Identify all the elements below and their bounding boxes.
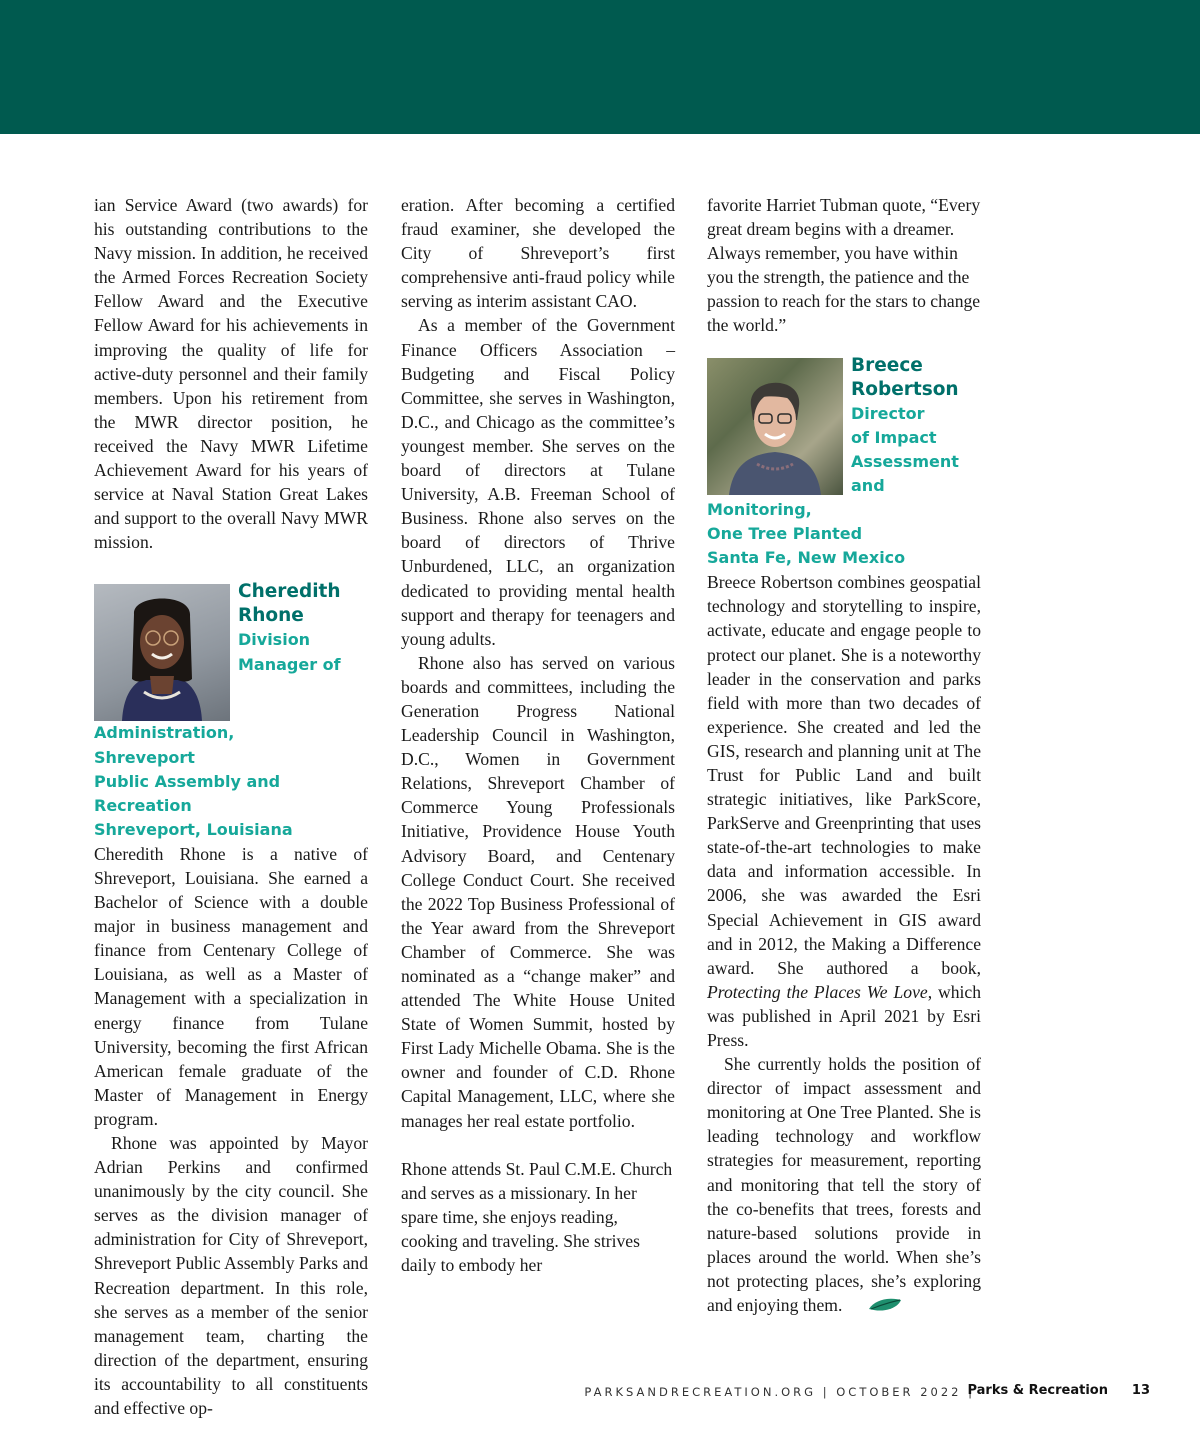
rhone-photo xyxy=(94,584,230,721)
book-title: Protecting the Places We Love xyxy=(707,981,928,1002)
profile-breece-robertson xyxy=(707,354,981,571)
profile-role: Administration, xyxy=(94,723,235,743)
profile-role: and Monitoring, xyxy=(707,475,885,519)
paragraph xyxy=(707,1052,981,1319)
profile-role: Public Assembly and Recreation xyxy=(94,771,281,815)
column-1 xyxy=(94,193,368,1420)
profile-name: Rhone xyxy=(238,605,304,627)
profile-cheredith-rhone xyxy=(94,580,368,841)
footer-site: PARKSANDRECREATION.ORG | OCTOBER 2022 | xyxy=(584,1385,975,1399)
paragraph: Rhone was appointed by Mayor Adrian Perkins and confirmed unanimously by the city council. She serves as the division manager of administration for City of Shreveport, Shreveport Public Assembly Parks and Recreation department. In this role, she serves as a member of the senior management team, charting the direction of the department, ensuring its accountability to all constituents and effective op- xyxy=(94,1133,368,1419)
header-band xyxy=(0,0,1200,134)
profile-organization: One Tree Planted xyxy=(707,524,863,544)
profile-name: Cheredith xyxy=(238,581,341,603)
profile-name: Robertson xyxy=(851,378,959,400)
text-run: Breece Robertson combines geospatial technology and storytelling to inspire, activate, educate and engage people to protect our planet. She is a noteworthy leader in the conservation and parks field with more than two decades of experience. She created and led the GIS, research and planning unit at The Trust for Public Land and built strategic initiatives, like ParkScore, ParkServe and Greenprinting that uses state-of-the-art technologies to make data and information accessible. In 2006, she was awarded the Esri Special Achievement in GIS award and in 2012, the Making a Difference award. She authored a book, xyxy=(707,572,981,978)
paragraph: As a member of the Government Finance Officers Association – Budgeting and Fiscal Policy Committee, she serves in Washington, D.C., and Chicago as the committee’s youngest member. She serves on the board of directors at Tulane University, A.B. Freeman School of Business. Rhone also serves on the board of directors of Thrive Unburdened, LLC, an organization dedicated to providing mental health support and therapy for teenagers and young adults. xyxy=(401,315,675,649)
page-footer xyxy=(0,1383,1200,1403)
text-run: She currently holds the position of director of impact assessment and monitoring at One Tree Planted. She is leading technology and workflow strategies for measurement, reporting and monitoring that tell the story of the co-benefits that trees, forests and nature-based solutions provide in places around the world. When she’s not protecting places, she’s exploring and enjoying them. xyxy=(707,1054,981,1316)
column-3 xyxy=(707,193,981,1319)
paragraph: Rhone also has served on various boards and committees, including the Generation Progress National Leadership Council in Washington, D.C., Women in Government Relations, Shreveport Chamber of Commerce Young Professionals Initiative, Providence House Youth Advisory Board, and Centenary College Conduct Court. She received the 2022 Top Business Professional of the Year award from the Shreveport Chamber of Commerce. She was nominated as a “change maker” and attended The White House United State of Women Summit, hosted by First Lady Michelle Obama. She is the owner and founder of C.D. Rhone Capital Management, LLC, where she manages her real estate portfolio. xyxy=(401,652,675,1131)
profile-role: Director xyxy=(851,403,925,423)
profile-role: of Impact xyxy=(851,427,937,447)
profile-role: Manager of xyxy=(238,654,341,674)
paragraph: eration. After becoming a certified fraud examiner, she developed the City of Shreveport’s first comprehensive anti-fraud policy while serving as interim assistant CAO. xyxy=(401,195,675,312)
profile-location: Shreveport, Louisiana xyxy=(94,819,293,839)
profile-location: Santa Fe, New Mexico xyxy=(707,548,906,568)
profile-role: Shreveport xyxy=(94,747,195,767)
paragraph: favorite Harriet Tubman quote, “Every great dream begins with a dreamer. Always remember, you have within you the strength, the patience and the passion to reach for the stars to change the world.” xyxy=(707,195,981,336)
profile-name: Breece xyxy=(851,354,923,376)
profile-role: Assessment xyxy=(851,451,959,471)
profile-role: Division xyxy=(238,630,311,650)
text-run: , which was published in April 2021 by Esri Press. xyxy=(707,981,981,1050)
page-number: 13 xyxy=(1131,1383,1150,1398)
footer-magazine: Parks & Recreation xyxy=(967,1383,1108,1398)
leaf-end-mark-icon xyxy=(850,1295,903,1319)
paragraph: ian Service Award (two awards) for his outstanding contributions to the Navy mission. In addition, he received the Armed Forces Recreation Society Fellow Award and the Executive Fellow Award for his achievements in improving the quality of life for active-duty personnel and their family members. Upon his retirement from the MWR director position, he received the Navy MWR Lifetime Achievement Award for his years of service at Naval Station Great Lakes and support to the overall Navy MWR mission. xyxy=(94,195,368,553)
paragraph: Rhone attends St. Paul C.M.E. Church and serves as a missionary. In her spare time, she enjoys reading, cooking and traveling. She strives daily to embody her xyxy=(401,1158,673,1276)
robertson-photo xyxy=(707,358,843,495)
paragraph xyxy=(707,570,981,1052)
paragraph: Cheredith Rhone is a native of Shreveport, Louisiana. She earned a Bachelor of Science with a double major in business management and finance from Centenary College of Louisiana, as well as a Master of Management with a specialization in energy finance from Tulane University, becoming the first African American female graduate of the Master of Management in Energy program. xyxy=(94,843,368,1129)
column-2 xyxy=(401,193,675,1277)
